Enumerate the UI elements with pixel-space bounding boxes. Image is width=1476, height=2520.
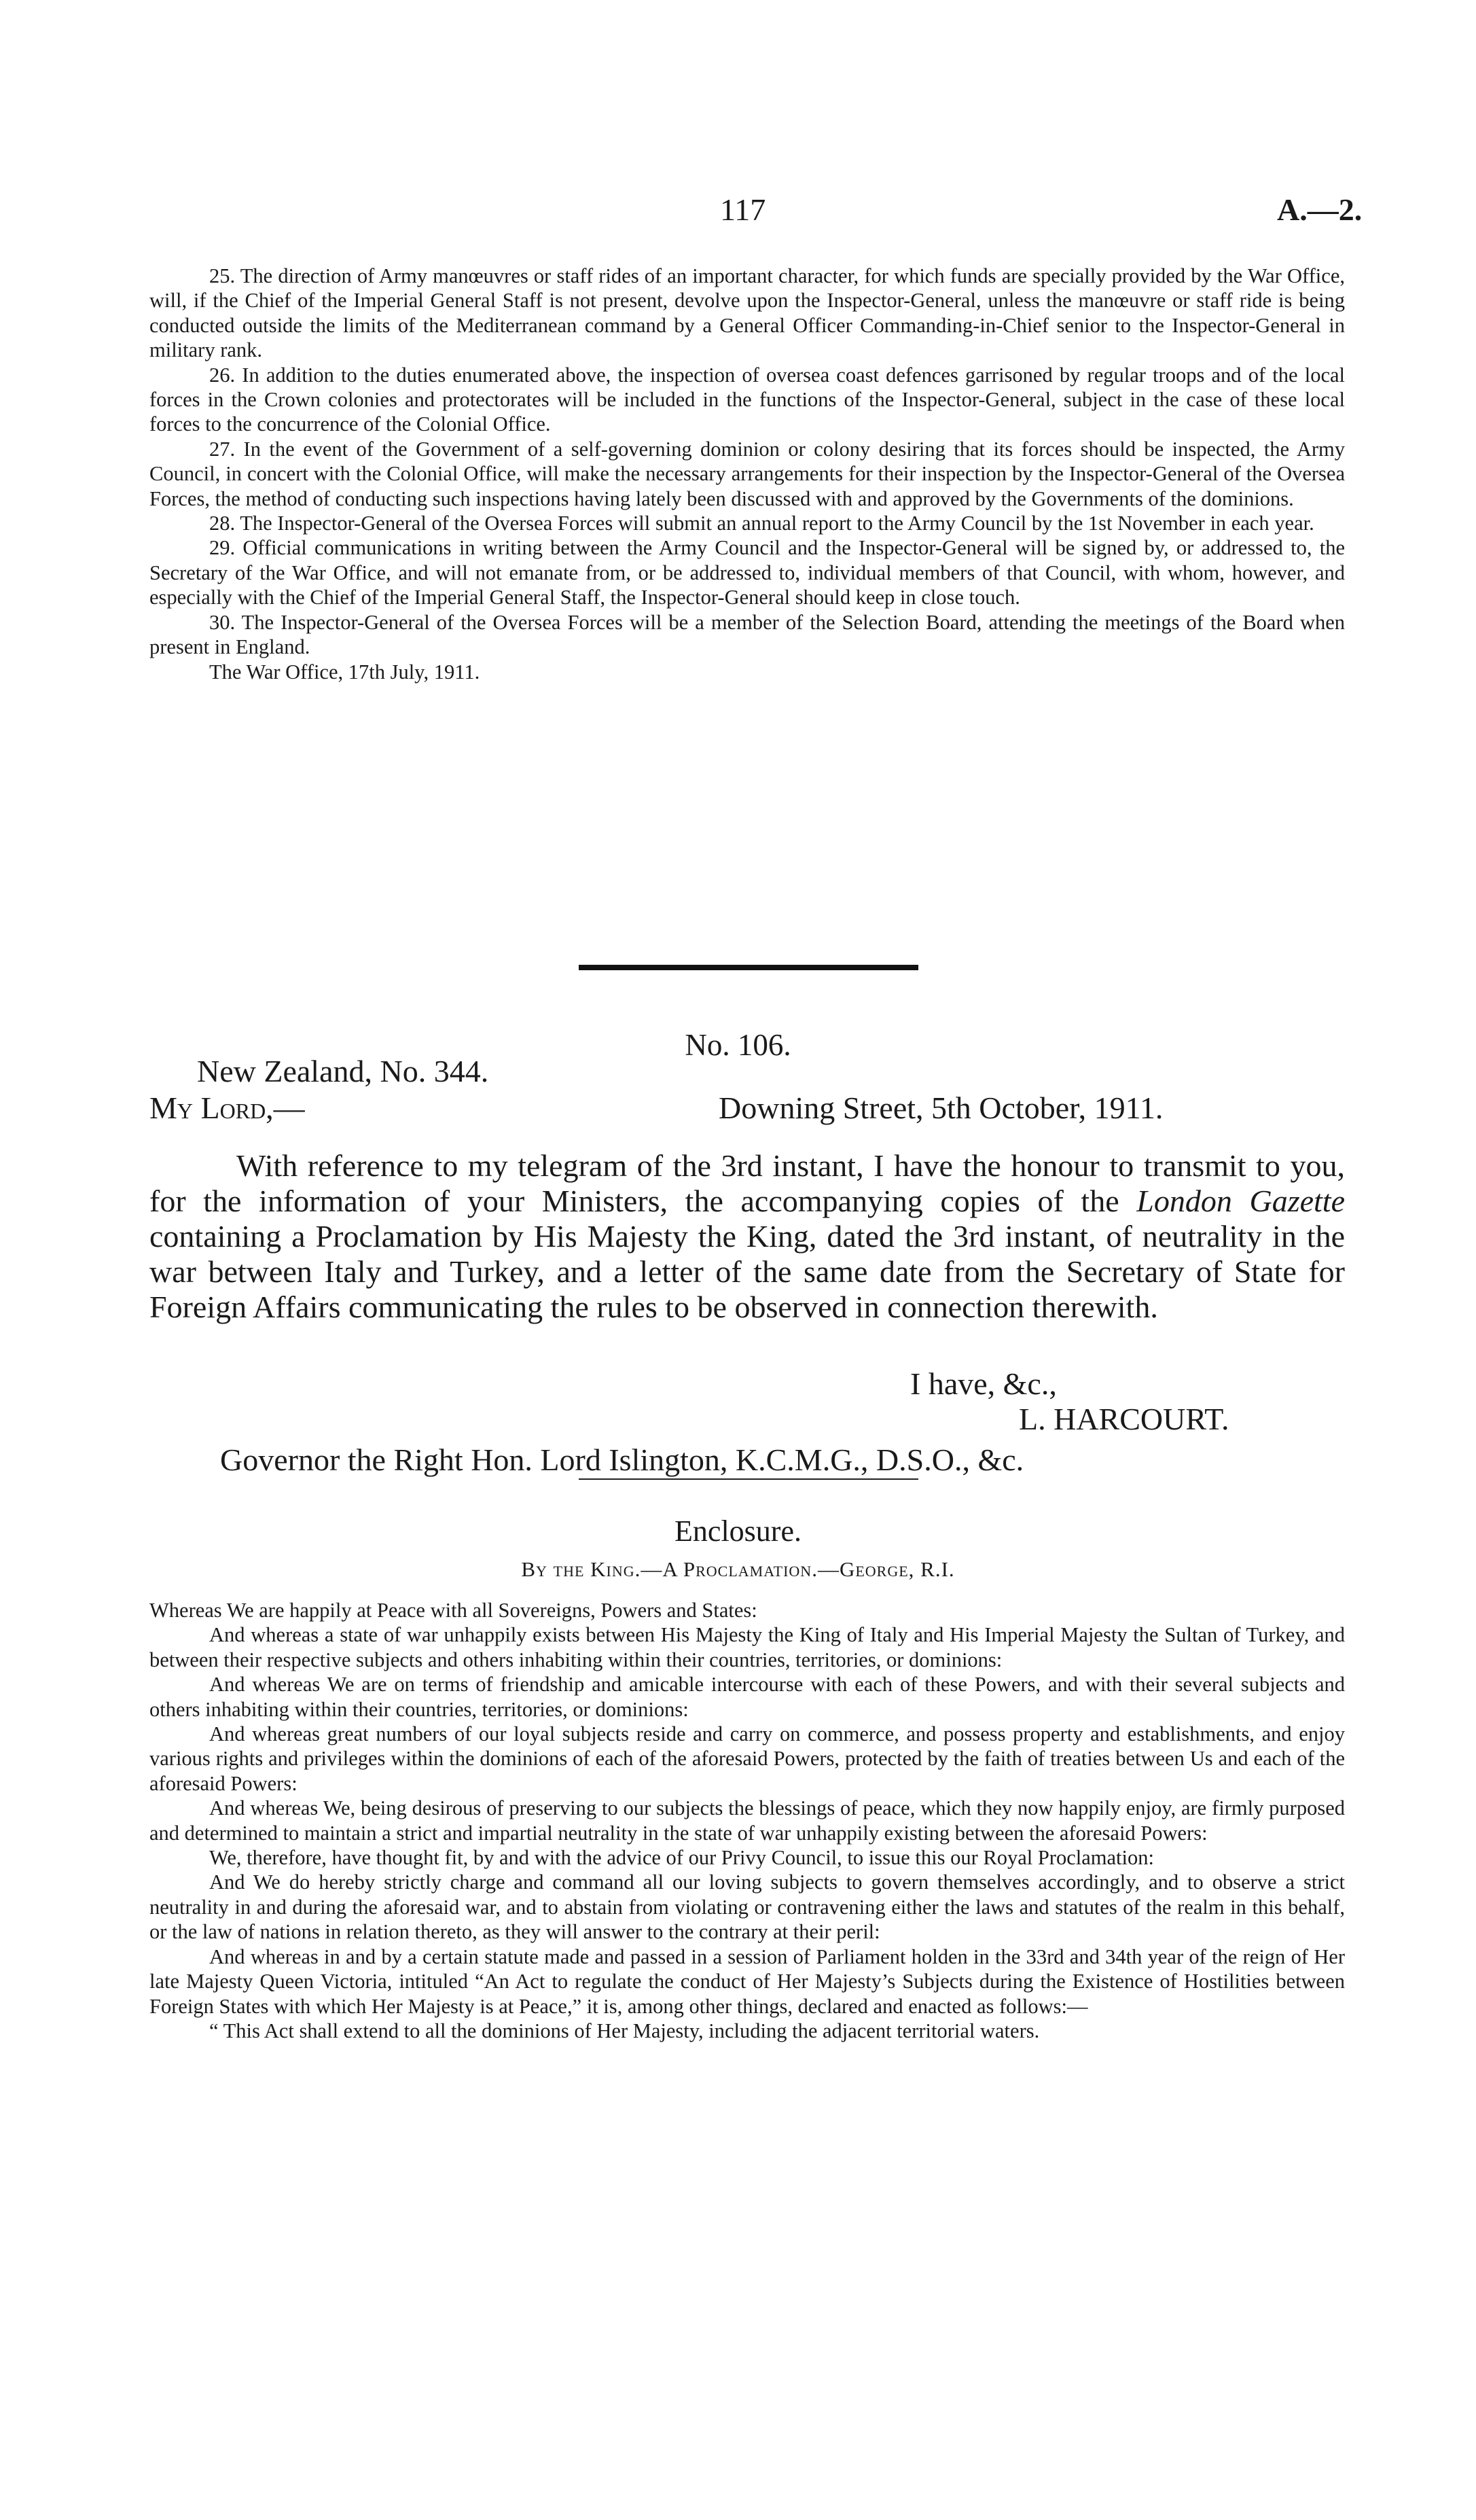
closing: I have, &c., [910, 1366, 1057, 1401]
signature: L. HARCOURT. [1019, 1402, 1229, 1436]
page-header [0, 192, 1476, 232]
paragraph-26: 26. In addition to the duties enumerated above, the inspection of oversea coast defences garrisoned by regular troops and of the local forces in the Crown colonies and protectorates will be included in the functions of the Inspector-General, subject in the case of these local forces to the concurrence of the Colonial Office. [149, 363, 1345, 436]
gazette-title: London Gazette [1136, 1184, 1345, 1218]
salutation: My Lord,— [149, 1090, 305, 1125]
proclamation-paragraph: Whereas We are happily at Peace with all Sovereigns, Powers and States: [149, 1599, 757, 1622]
proclamation-paragraph: And whereas a state of war unhappily exists between His Majesty the King of Italy and His Imperial Majesty the Sultan of Turkey, and between their respective subjects and others inhabiting within their countries, territories, or dominions: [149, 1623, 1345, 1671]
proclamation-paragraph: And We do hereby strictly charge and command all our loving subjects to govern themselves accordingly, and to observe a strict neutrality in and during the aforesaid war, and to abstain from violating or contravening either the laws and statutes of the realm in this behalf, or the law of nations in relation thereto, as they will answer to the contrary at their peril: [149, 1870, 1345, 1944]
proclamation-paragraph: And whereas in and by a certain statute made and passed in a session of Parliament holden in the 33rd and 34th year of the reign of Her late Majesty Queen Victoria, intituled “An Act to regulate the conduct of Her Majesty’s Subjects during the Existence of Hostilities between Foreign States with which Her Majesty is at Peace,” it is, among other things, declared and enacted as follows:— [149, 1945, 1345, 2018]
paragraph-29: 29. Official communications in writing between the Army Council and the Inspector-General will be signed by, or addressed to, the Secretary of the War Office, and will not emanate from, or be addressed to, individual members of that Council, with whom, however, and especially with the Chief of the Imperial General Staff, the Inspector-General should keep in close touch. [149, 536, 1345, 609]
paper-reference: A.—2. [1277, 192, 1363, 227]
proclamation-paragraph: And whereas We, being desirous of preserving to our subjects the blessings of peace, which they now happily enjoy, are firmly purposed and determined to maintain a strict and impartial neutrality in the state of war unhappily existing between the aforesaid Powers: [149, 1796, 1345, 1845]
paragraph-30: 30. The Inspector-General of the Oversea Forces will be a member of the Selection Board, attending the meetings of the Board when present in England. [149, 610, 1345, 659]
document-number: No. 106. [685, 1028, 791, 1062]
enclosure-title: Enclosure. [674, 1514, 802, 1548]
dateline: The War Office, 17th July, 1911. [209, 660, 480, 684]
section-divider [579, 965, 918, 970]
page-number: 117 [720, 192, 766, 227]
letter-body [149, 1148, 1345, 1325]
proclamation-paragraph: And whereas We are on terms of friendship and amicable intercourse with each of these Powers, and with their several subjects and others inhabiting within their countries, territories, or dominions: [149, 1673, 1345, 1721]
proclamation-paragraph: And whereas great numbers of our loyal subjects reside and carry on commerce, and possess property and establishments, and enjoy various rights and privileges within the dominions of each of the aforesaid Powers, protected by the faith of treaties between Us and each of the aforesaid Powers: [149, 1722, 1345, 1795]
paragraph-27: 27. In the event of the Government of a self-governing dominion or colony desiring that its forces should be inspected, the Army Council, in concert with the Colonial Office, will make the necessary arrangements for their inspection by the Inspector-General of the Oversea Forces, the method of conducting such inspections having lately been discussed with and approved by the Governments of the dominions. [149, 437, 1345, 510]
proclamation-text [149, 1598, 1345, 2043]
letter-body-start: With reference to my telegram of the 3rd instant, I have the honour to transmit to you, for the information of your Ministers, the accompanying copies of the [149, 1148, 1345, 1218]
enclosure-divider [579, 1478, 918, 1480]
proclamation-paragraph: “ This Act shall extend to all the dominions of Her Majesty, including the adjacent territorial waters. [209, 2019, 1040, 2042]
paragraph-25: 25. The direction of Army manœuvres or staff rides of an important character, for which funds are specially provided by the War Office, will, if the Chief of the Imperial General Staff is not present, devolve upon the Inspector-General, unless the manœuvre or staff ride is being conducted outside the limits of the Mediterranean command by a General Officer Commanding-in-Chief senior to the Inspector-General in military rank. [149, 264, 1345, 362]
letter-reference: New Zealand, No. 344. [197, 1054, 489, 1088]
proclamation-paragraph: We, therefore, have thought fit, by and with the advice of our Privy Council, to issue this our Royal Proclamation: [209, 1846, 1154, 1870]
addressee: Governor the Right Hon. Lord Islington, K.C.M.G., D.S.O., &c. [220, 1442, 1024, 1477]
inspector-general-regulations [149, 264, 1345, 684]
paragraph-28: 28. The Inspector-General of the Oversea Forces will submit an annual report to the Army Council by the 1st November in each year. [209, 512, 1314, 535]
letter-body-end: containing a Proclamation by His Majesty the King, dated the 3rd instant, of neutrality in the war between Italy and Turkey, and a letter of the same date from the Secretary of State for Foreign Affairs communicating the rules to be observed in connection therewith. [149, 1219, 1345, 1324]
proclamation-heading: By the King.—A Proclamation.—George, R.I. [521, 1557, 955, 1581]
address-date: Downing Street, 5th October, 1911. [719, 1090, 1164, 1125]
